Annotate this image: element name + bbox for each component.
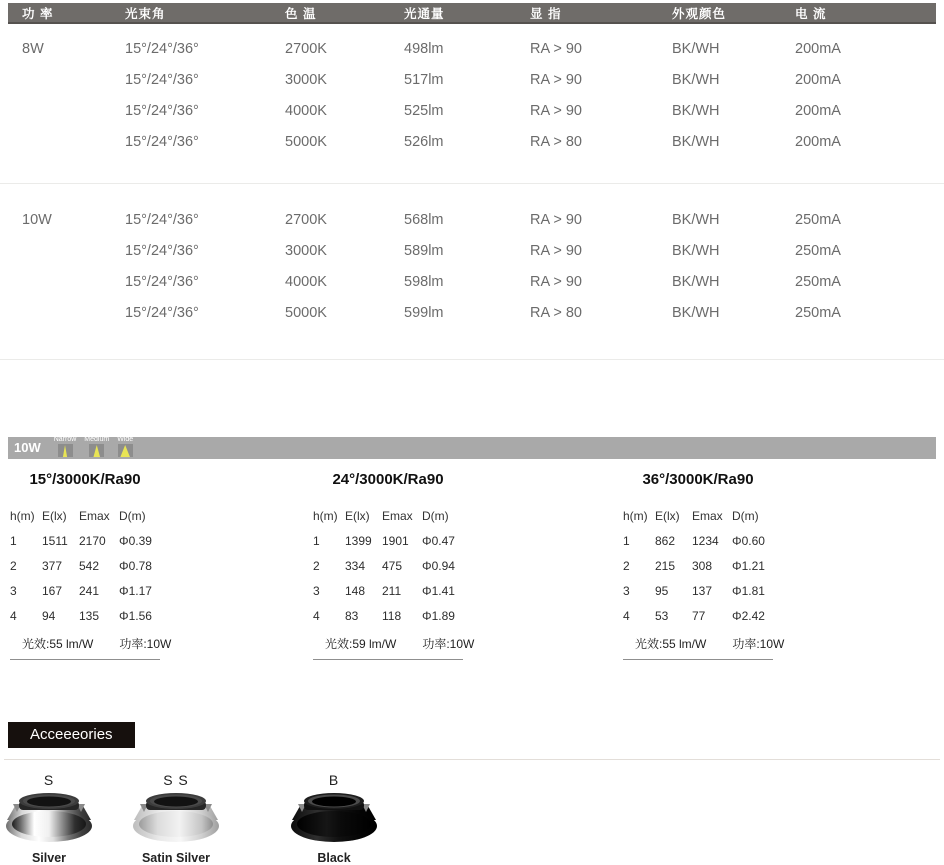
photometry-cell: Φ1.21 — [732, 559, 765, 573]
spec-cell: 2700K — [285, 41, 327, 57]
spec-cell: 15°/24°/36° — [125, 134, 199, 150]
spec-column-header: 功 率 — [22, 6, 54, 21]
spec-cell: 598lm — [404, 274, 444, 290]
efficacy-value: 光效:55 lm/W — [22, 637, 94, 651]
accessories-row — [0, 772, 944, 865]
spec-column-header: 光通量 — [404, 6, 445, 21]
photometry-column-header: E(lx) — [42, 509, 67, 523]
spec-cell: 2700K — [285, 212, 327, 228]
photometry-cell: 135 — [79, 609, 100, 623]
accessory-item-satin — [121, 772, 231, 865]
spec-cell — [22, 65, 125, 96]
photometry-cell: 862 — [655, 534, 676, 548]
power-value: 功率:10W — [119, 637, 172, 651]
photometry-cell: 77 — [692, 609, 706, 623]
black-reflector-ring-image — [286, 790, 382, 844]
photometry-table — [10, 471, 172, 660]
beam-icon-block — [117, 436, 133, 457]
photometry-cell: 83 — [345, 609, 359, 623]
photometry-cell: Φ0.78 — [119, 559, 152, 573]
spec-cell: 250mA — [795, 212, 841, 228]
photometry-data-row — [313, 554, 463, 579]
spec-table-body — [0, 24, 944, 360]
photometry-column-header: Emax — [382, 509, 413, 523]
beam-icon-block — [54, 436, 77, 457]
photometry-cell: Φ1.41 — [422, 584, 455, 598]
spec-cell: BK/WH — [672, 103, 720, 119]
photometry-cell: 542 — [79, 559, 100, 573]
narrow-beam-icon — [58, 444, 73, 457]
spec-cell: BK/WH — [672, 72, 720, 88]
spec-cell: 200mA — [795, 134, 841, 150]
photometry-cell: 215 — [655, 559, 676, 573]
spec-cell: 5000K — [285, 134, 327, 150]
photometry-table-title: 24°/3000K/Ra90 — [332, 471, 444, 488]
power-value: 功率:10W — [732, 637, 785, 651]
spec-cell: 15°/24°/36° — [125, 41, 199, 57]
beam-icon-label: Narrow — [53, 436, 77, 443]
photometry-cell: Φ1.56 — [119, 609, 152, 623]
spec-row — [0, 34, 944, 65]
photometry-data-row — [10, 579, 160, 604]
spec-cell: BK/WH — [672, 243, 720, 259]
beam-icon-label: Wide — [117, 436, 134, 443]
spec-cell: 250mA — [795, 305, 841, 321]
photometry-cell: 53 — [655, 609, 669, 623]
photometry-column-header: E(lx) — [345, 509, 370, 523]
accessory-code: S — [43, 772, 55, 788]
photometry-cell: 334 — [345, 559, 366, 573]
photometry-column-header: Emax — [79, 509, 110, 523]
photometry-cell: 2 — [10, 559, 17, 573]
spec-cell — [22, 127, 125, 158]
spec-cell: RA > 80 — [530, 134, 582, 150]
accessory-item-black — [288, 772, 380, 865]
spec-cell: 15°/24°/36° — [125, 103, 199, 119]
photometry-cell: 2 — [623, 559, 630, 573]
photometry-cell: 4 — [623, 609, 630, 623]
spec-row — [0, 236, 944, 267]
spec-cell: 15°/24°/36° — [125, 305, 199, 321]
accessory-item-silver — [3, 772, 95, 865]
accessory-image-holder — [1, 790, 97, 849]
spec-group-10W — [0, 184, 944, 329]
photometry-cell: 211 — [382, 584, 402, 598]
spec-cell: 3000K — [285, 72, 327, 88]
photometry-table-title: 15°/3000K/Ra90 — [29, 471, 141, 488]
beam-icon-block — [84, 436, 109, 457]
photometry-cell: 167 — [42, 584, 63, 598]
spec-cell: 200mA — [795, 41, 841, 57]
photometry-cell: 1 — [623, 534, 630, 548]
spec-cell: 525lm — [404, 103, 444, 119]
spec-cell: BK/WH — [672, 305, 720, 321]
photometry-data-row — [10, 604, 160, 629]
photometry-column-header: h(m) — [10, 509, 35, 523]
spec-cell: 4000K — [285, 103, 327, 119]
spec-cell: 5000K — [285, 305, 327, 321]
spec-cell: 15°/24°/36° — [125, 212, 199, 228]
spec-cell: 599lm — [404, 305, 444, 321]
photometry-footer — [623, 635, 785, 660]
spec-cell: 498lm — [404, 41, 444, 57]
spec-row — [0, 65, 944, 96]
photometry-cell: Φ1.17 — [119, 584, 152, 598]
photometry-cell: 3 — [313, 584, 320, 598]
beam-cone-shape — [118, 444, 133, 457]
section-divider — [0, 359, 944, 360]
photometry-power-label: 10W — [14, 440, 41, 455]
spec-cell: RA > 90 — [530, 41, 582, 57]
photometry-table-title: 36°/3000K/Ra90 — [642, 471, 754, 488]
spec-row — [0, 96, 944, 127]
spec-cell — [22, 96, 125, 127]
photometry-cell: 4 — [10, 609, 17, 623]
spec-cell: 15°/24°/36° — [125, 72, 199, 88]
photometry-cell: Φ0.60 — [732, 534, 765, 548]
photometry-cell: 1 — [313, 534, 320, 548]
photometry-column-header: h(m) — [313, 509, 338, 523]
photometry-cell: Φ0.39 — [119, 534, 152, 548]
accessories-title-badge: Acceeeories — [8, 722, 135, 748]
photometry-table — [313, 471, 475, 660]
spec-cell: BK/WH — [672, 41, 720, 57]
photometry-cell: 1901 — [382, 534, 409, 548]
spec-column-header: 显 指 — [530, 6, 562, 21]
spec-cell: 250mA — [795, 274, 841, 290]
beam-angle-icons — [54, 436, 133, 457]
spec-cell: BK/WH — [672, 134, 720, 150]
spec-cell: RA > 90 — [530, 103, 582, 119]
spec-cell: RA > 90 — [530, 274, 582, 290]
accessory-image-holder — [128, 790, 224, 849]
efficacy-value: 光效:55 lm/W — [635, 637, 707, 651]
photometry-cell: 1 — [10, 534, 17, 548]
photometry-cell: 2170 — [79, 534, 106, 548]
photometry-column-header: D(m) — [422, 509, 449, 523]
photometry-cell: 241 — [79, 584, 100, 598]
accessory-image-holder — [286, 790, 382, 849]
spec-column-header: 色 温 — [285, 6, 317, 21]
spec-column-header: 外观颜色 — [672, 6, 727, 21]
photometry-cell: 377 — [42, 559, 63, 573]
spec-cell: RA > 90 — [530, 243, 582, 259]
photometry-data-row — [623, 579, 773, 604]
photometry-column-header: h(m) — [623, 509, 648, 523]
spec-cell: 517lm — [404, 72, 444, 88]
spec-cell: 8W — [22, 41, 44, 57]
photometry-data-row — [623, 604, 773, 629]
photometry-power-bar — [8, 437, 936, 459]
photometry-data-row — [10, 529, 160, 554]
spec-group-8W — [0, 24, 944, 158]
accessory-name: Black — [317, 851, 351, 865]
beam-cone-shape — [89, 444, 104, 457]
photometry-tables — [0, 471, 944, 660]
spec-cell: RA > 90 — [530, 72, 582, 88]
photometry-cell: Φ0.47 — [422, 534, 455, 548]
photometry-footer — [313, 635, 475, 660]
photometry-footer — [10, 635, 172, 660]
spec-cell — [22, 267, 125, 298]
photometry-cell: 3 — [623, 584, 630, 598]
spec-cell: 15°/24°/36° — [125, 274, 199, 290]
accessories-divider — [4, 759, 940, 760]
accessory-code: B — [328, 772, 340, 788]
medium-beam-icon — [89, 444, 104, 457]
accessory-name: Silver — [31, 851, 67, 865]
photometry-header-row — [623, 504, 773, 529]
photometry-cell: 1234 — [692, 534, 719, 548]
spec-cell: BK/WH — [672, 212, 720, 228]
spec-cell: 15°/24°/36° — [125, 243, 199, 259]
spec-cell: 200mA — [795, 103, 841, 119]
spec-table-header — [8, 3, 936, 24]
photometry-data-row — [313, 604, 463, 629]
photometry-data-row — [623, 554, 773, 579]
photometry-data-row — [10, 554, 160, 579]
photometry-column-header: E(lx) — [655, 509, 680, 523]
photometry-cell: Φ1.81 — [732, 584, 765, 598]
photometry-cell: Φ0.94 — [422, 559, 455, 573]
accessory-name: Satin Silver — [141, 851, 211, 865]
photometry-cell: 1399 — [345, 534, 372, 548]
photometry-header-row — [10, 504, 160, 529]
spec-cell: 4000K — [285, 274, 327, 290]
spec-cell — [22, 236, 125, 267]
power-value: 功率:10W — [422, 637, 475, 651]
spec-cell: BK/WH — [672, 274, 720, 290]
photometry-table — [623, 471, 785, 660]
photometry-data-row — [313, 579, 463, 604]
accessory-code: S S — [163, 772, 189, 788]
photometry-header-row — [313, 504, 463, 529]
spec-cell: 200mA — [795, 72, 841, 88]
spec-cell: 568lm — [404, 212, 444, 228]
photometry-column-header: D(m) — [119, 509, 146, 523]
photometry-cell: 1511 — [42, 534, 68, 548]
spec-column-header: 电 流 — [795, 6, 827, 21]
spec-column-header: 光束角 — [125, 6, 166, 21]
wide-beam-icon — [118, 444, 133, 457]
photometry-cell: 308 — [692, 559, 713, 573]
photometry-cell: 4 — [313, 609, 320, 623]
photometry-cell: 137 — [692, 584, 713, 598]
spec-cell — [22, 298, 125, 329]
beam-icon-label: Medium — [84, 436, 110, 443]
photometry-column-header: Emax — [692, 509, 723, 523]
beam-cone-shape — [58, 444, 73, 457]
spec-row — [0, 127, 944, 158]
spec-row — [0, 267, 944, 298]
photometry-cell: 148 — [345, 584, 366, 598]
photometry-column-header: D(m) — [732, 509, 759, 523]
spec-cell: RA > 80 — [530, 305, 582, 321]
photometry-cell: 118 — [382, 609, 402, 623]
photometry-cell: 475 — [382, 559, 403, 573]
photometry-cell: Φ2.42 — [732, 609, 765, 623]
photometry-data-row — [313, 529, 463, 554]
photometry-cell: 94 — [42, 609, 56, 623]
spec-cell: 10W — [22, 212, 52, 228]
efficacy-value: 光效:59 lm/W — [325, 637, 397, 651]
spec-cell: 3000K — [285, 243, 327, 259]
photometry-cell: 2 — [313, 559, 320, 573]
photometry-cell: 95 — [655, 584, 669, 598]
spec-cell: RA > 90 — [530, 212, 582, 228]
silver-reflector-ring-image — [1, 790, 97, 844]
satin-reflector-ring-image — [128, 790, 224, 844]
spec-row — [0, 298, 944, 329]
spec-cell: 526lm — [404, 134, 444, 150]
photometry-cell: Φ1.89 — [422, 609, 455, 623]
photometry-data-row — [623, 529, 773, 554]
spec-row — [0, 205, 944, 236]
photometry-cell: 3 — [10, 584, 17, 598]
spec-cell: 589lm — [404, 243, 444, 259]
spec-cell: 250mA — [795, 243, 841, 259]
